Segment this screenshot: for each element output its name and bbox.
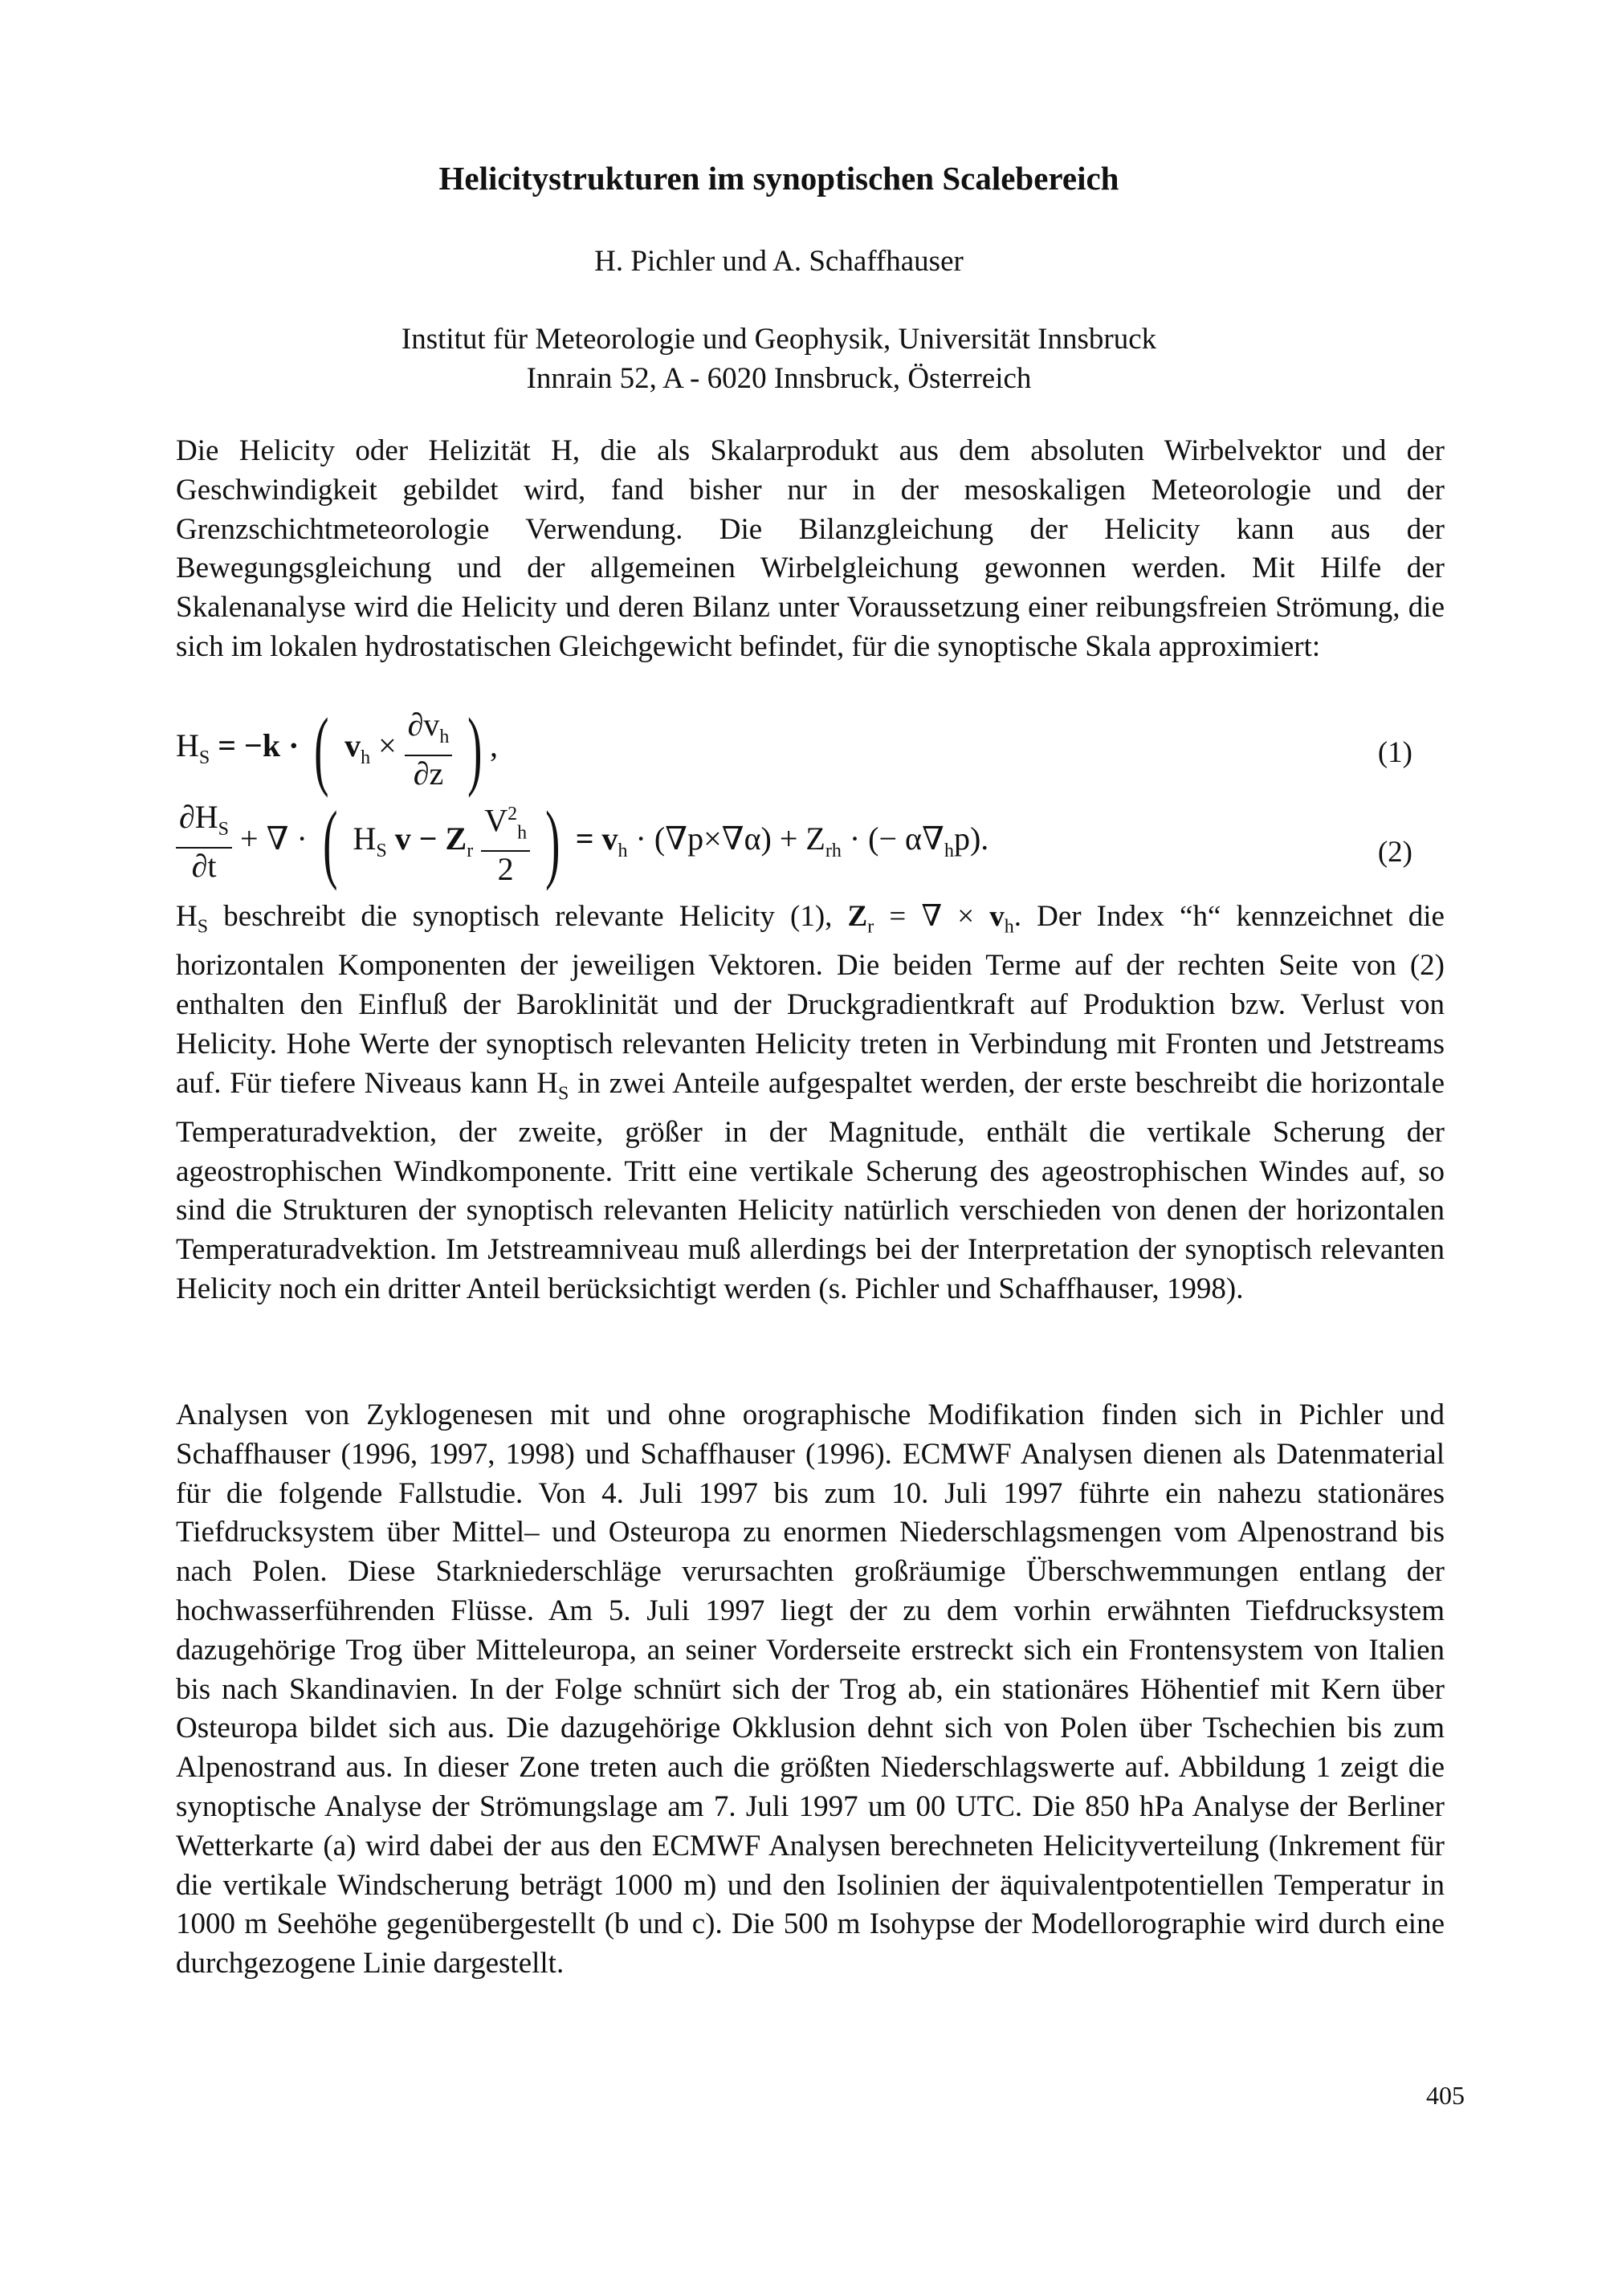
eq1-fraction-numerator: $\partial v_h$ [405, 707, 453, 756]
eq2-rhs-term1: · (∇p×∇α) + Z [627, 820, 825, 857]
eq1-fraction-denominator: ∂z [413, 755, 444, 792]
affiliation [0, 320, 1558, 398]
eq2-inner: v − Z [394, 820, 467, 857]
body-paragraph-2: $H_S$ beschreibt die synoptisch relevante Helicity (1), $Z_r$ = ∇ × $v_h$. Der Index “h“ kennzeichnet die horizontalen Komponenten der jeweiligen Vektoren. Die beiden Terme auf der rechten Seite von (2) enthalten den Einfluß der Baroklinität und der Druckgradientkraft auf Produktion bzw. Verlust von Helicity. Hohe Werte der synoptisch relevanten Helicity treten in Verbindung mit Fronten und Jetstreams auf. Für tiefere Niveaus kann $H_S$ in zwei Anteile aufgespaltet werden, der erste beschreibt die horizontale Temperaturadvektion, der zweite, größer in der Magnitude, enthält die vertikale Scherung der ageostrophischen Windkomponente. Tritt eine vertikale Scherung des ageostrophischen Windes auf, so sind die Strukturen der synoptisch relevanten Helicity natürlich verschieden von denen der horizontalen Temperaturadvektion. Im Jetstreamniveau muß allerdings bei der Interpretation der synoptisch relevanten Helicity noch ein dritter Anteil berücksichtigt werden (s. Pichler und Schaffhauser, 1998). [176, 900, 1445, 1305]
eq2-rhs-term3: p). [953, 820, 989, 857]
eq1-v: v [344, 727, 361, 764]
eq1-rhs-prefix: = −k · [218, 727, 300, 764]
affiliation-line-1: Institut für Meteorologie und Geophysik, Universität Innsbruck [401, 323, 1157, 356]
eq1-times: × [378, 727, 397, 764]
eq2-rhs-sub3: h [944, 840, 954, 861]
eq2-paren-close: ) [545, 792, 560, 891]
affiliation-line-2: Innrain 52, A - 6020 Innsbruck, Österreich [526, 362, 1032, 395]
eq2-rhs-sub2: rh [825, 840, 842, 861]
eq2-hs: H [353, 820, 377, 857]
equation-1-number: (1) [1377, 736, 1412, 769]
page-number: 405 [1426, 2081, 1465, 2110]
equation-2 [176, 792, 1445, 893]
equation-2-body [176, 792, 989, 891]
paper-title: Helicitystrukturen im synoptischen Scalebereich [438, 160, 1119, 197]
eq1-fraction [405, 707, 453, 792]
abstract-paragraph-1: Die Helicity oder Helizität H, die als Skalarprodukt aus dem absoluten Wirbelvektor und der Geschwindigkeit gebildet wird, fand bisher nur in der mesoskaligen Meteorologie und der Grenzschichtmeteorologie Verwendung. Die Bilanzgleichung der Helicity kann aus der Bewegungsgleichung und der allgemeinen Wirbelgleichung gewonnen werden. Mit Hilfe der Skalenanalyse wird die Helicity und deren Bilanz unter Voraussetzung einer reibungsfreien Strömung, die sich im lokalen hydrostatischen Gleichgewicht befindet, für die synoptische Skala approximiert: [176, 434, 1445, 663]
eq1-lhs-sub: S [198, 747, 210, 769]
eq2-rhs: = v [575, 820, 618, 857]
eq1-paren-close: ) [467, 700, 483, 798]
eq2-time-derivative [176, 800, 232, 884]
eq2-rhs-term2: · (− α∇ [841, 820, 944, 857]
eq2-z-sub: r [467, 840, 474, 861]
eq2-kinetic-denominator: 2 [497, 851, 514, 888]
eq2-kinetic-numerator: $V^2_h$ [481, 796, 530, 852]
eq2-derivative-numerator: $\partial H_S$ [176, 800, 232, 849]
equation-1 [176, 700, 1445, 801]
author-line: H. Pichler und A. Schaffhauser [594, 245, 964, 278]
body-paragraph-3: Analysen von Zyklogenesen mit und ohne orographische Modifikation finden sich in Pichler und Schaffhauser (1996, 1997, 1998) und Schaffhauser (1996). ECMWF Analysen dienen als Datenmaterial für die folgende Fallstudie. Von 4. Juli 1997 bis zum 10. Juli 1997 führte ein nahezu stationäres Tiefdrucksystem über Mittel– und Osteuropa zu enormen Niederschlagsmengen vom Alpenostrand bis nach Polen. Diese Starkniederschläge verursachten großräumige Überschwemmungen entlang der hochwasserführenden Flüsse. Am 5. Juli 1997 liegt der zu dem vorhin erwähnten Tiefdrucksystem dazugehörige Trog über Mitteleuropa, an seiner Vorderseite erstreckt sich ein Frontensystem von Italien bis nach Skandinavien. In der Folge schnürt sich der Trog ab, ein stationäres Höhentief mit Kern über Osteuropa bildet sich aus. Die dazugehörige Okklusion dehnt sich von Polen über Tschechien bis zum Alpenostrand aus. In dieser Zone treten auch die größten Niederschlagswerte auf. Abbildung 1 zeigt die synoptische Analyse der Strömungslage am 7. Juli 1997 um 00 UTC. Die 850 hPa Analyse der Berliner Wetterkarte (a) wird dabei der aus den ECMWF Analysen berechneten Helicityverteilung (Inkrement für die vertikale Windscherung beträgt 1000 m) und den Isolinien der äquivalentpotentiellen Temperatur in 1000 m Seehöhe gegenübergestellt (b und c). Die 500 m Isohypse der Modellorographie wird durch eine durchgezogene Linie dargestellt. [176, 1398, 1445, 1981]
eq2-divergence: + ∇ · [240, 820, 308, 857]
eq2-paren-open: ( [322, 792, 338, 891]
equation-2-number: (2) [1377, 836, 1412, 869]
eq2-derivative-denominator: ∂t [191, 848, 217, 885]
equation-1-body [176, 700, 499, 798]
eq1-paren-open: ( [314, 700, 329, 798]
eq2-hs-sub: S [376, 840, 387, 861]
eq2-rhs-sub: h [618, 840, 628, 861]
eq1-suffix: , [490, 727, 499, 764]
eq1-lhs: H [176, 727, 199, 764]
eq2-kinetic-fraction [481, 796, 530, 887]
eq1-v-sub: h [361, 747, 371, 769]
